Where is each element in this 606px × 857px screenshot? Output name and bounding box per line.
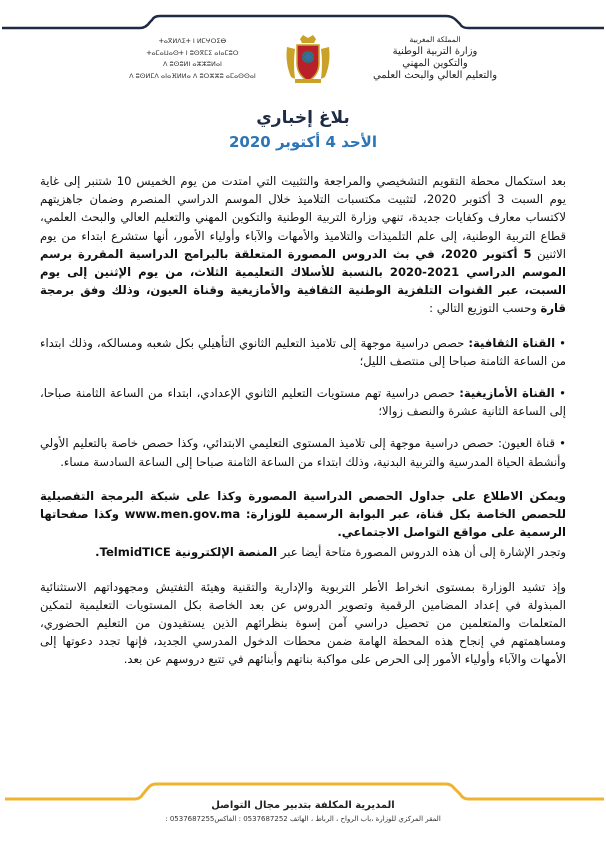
- channel-name: قناة العيون:: [497, 436, 556, 451]
- tifinagh-line-1: ⵜⴰⴳⵍⴷⵉⵜ ⵏ ⵍⵎⵖⵔⵉⴱ: [158, 37, 227, 45]
- ministry-name-arabic: [340, 34, 530, 82]
- closing-paragraph: وإذ تشيد الوزارة بمستوى انخراط الأطر التربوية والإدارية والتقنية وهيئة التفتيش ومجهوداتهم الاستثنائية المبذولة في إعداد المضامين الرقمية وتصوير الدروس عن بعد الخاصة بكل المستويات التعليمية لتمكين المتعلمات والمتعلمين من تحصيل دراسي آمن إسوة بنظرائهم الذين يستفيدون من التعليم الحضوري، ومساهمتهم في إنجاح هذه المحطة الهامة ضمن محطات الدخول المدرسي الجديد، فإنها تجدد دعوتها إلى الأمهات والآباء وأولياء الأمور إلى الحرص على مواكبة بناتهم وأبنائهم في تتبع دروسهم عن بعد.: [40, 579, 566, 667]
- header-line-2: وزارة التربية الوطنية: [392, 46, 478, 57]
- header-line: [2, 16, 604, 28]
- ministry-name-tifinagh: [110, 36, 275, 82]
- platform-paragraph: [40, 543, 566, 561]
- document-title: بلاغ إخباري: [256, 108, 350, 128]
- platform-name[interactable]: المنصة الإلكترونية TelmidTICE.: [95, 545, 278, 560]
- list-item: [40, 334, 566, 370]
- channel-description: حصص دراسية موجهة إلى تلاميذ التعليم الثانوي التأهيلي بكل شعبه ومسالكه، وذلك ابتداء من الساعة الثامنة صباحا إلى منتصف الليل؛: [40, 335, 566, 368]
- footer-department: المديرية المكلفة بتدبير مجال التواصل: [211, 800, 395, 811]
- coat-of-arms-icon: [283, 33, 333, 85]
- channel-name: القناة الأمازيغية:: [459, 386, 555, 401]
- channel-description: حصص دراسية تهم مستويات التعليم الثانوي الإعدادي، ابتداء من الساعة الثامنة صباحا، إلى الساعة الثانية عشرة والنصف زوالا؛: [40, 386, 566, 419]
- footer-address: المقر المركزي للوزارة ،باب الرواح ، الرباط ، الهاتف 0537687252 : الفاكس0537687255 :: [165, 815, 441, 823]
- header-line-4: والتعليم العالي والبحث العلمي: [372, 70, 498, 81]
- header-line-1: المملكة المغربية: [409, 35, 461, 44]
- tifinagh-line-4: ⴷ ⵓⵙⵍⵎⴷ ⴰⵏⴰⴼⵍⵍⴰ ⴷ ⵓⵔⵣⵣⵓ ⴰⵎⴰⵙⵙⴰⵏ: [129, 71, 256, 80]
- document-date: الأحد 4 أكتوبر 2020: [228, 133, 377, 151]
- intro-end-text: وحسب التوزيع التالي :: [429, 301, 541, 316]
- schedule-text: ويمكن الاطلاع على جداول الحصص الدراسية المصورة وكذا على شبكة البرمجة التفصيلية للحصص الخاصة بكل قناة، عبر البوابة الرسمية للوزارة: www.men.gov.ma وكذا صفحاتها الرسمية على مواقع التواصل الاجتماعي.: [40, 488, 566, 540]
- channel-description: حصص دراسية موجهة إلى تلاميذ المستوى التعليمي الابتدائي، وكذا حصص خاصة بالتعليم الأولي وأنشطة الحياة المدرسية والتربية البدنية، وذلك ابتداء من الساعة الثامنة صباحا إلى الساعة السادسة مساء.: [40, 436, 566, 469]
- channel-list: [40, 334, 566, 471]
- footer-line: [5, 784, 604, 799]
- header-line-3: والتكوين المهني: [402, 58, 468, 69]
- schedule-paragraph: [40, 487, 566, 542]
- intro-paragraph: [40, 172, 566, 318]
- platform-text: وتجدر الإشارة إلى أن هذه الدروس المصورة متاحة أيضا عبر: [277, 545, 566, 560]
- intro-text: بعد استكمال محطة التقويم التشخيصي والمراجعة والتثبيت التي امتدت من يوم الخميس 10 شتنبر إلى غاية يوم السبت 3 أكتوبر 2020، لتثبيت مكتسبات التلاميذ خلال الموسم الدراسي المنصرم وضمان جاهزيتهم لاكتساب معارف وكفايات جديدة، تنهي وزارة التربية الوطنية والتكوين المهني والتعليم العالي والبحث العلمي، قطاع التربية الوطنية، إلى علم التلميذات والتلاميذ والأمهات والآباء وأولياء الأمور، أنها ستشرع ابتداء من يوم الاثنين: [40, 174, 566, 261]
- list-item: [40, 434, 566, 470]
- tifinagh-line-2: ⵜⴰⵎⴰⵡⴰⵙⵜ ⵏ ⵓⵙⴳⵎⵉ ⴰⵏⴰⵎⵓⵔ: [146, 48, 239, 57]
- tifinagh-line-3: ⴷ ⵓⵙⵓⵍⵏ ⴰⵣⵣⵓⵍⴰⵏ: [163, 60, 222, 68]
- document-body: [40, 172, 566, 685]
- channel-name: القناة الثقافية:: [468, 335, 556, 350]
- list-item: [40, 384, 566, 420]
- intro-bold-text: 5 أكتوبر 2020، في بث الدروس المصورة المتعلقة بالبرامج الدراسية المقررة برسم الموسم الدراسي 2021-2020 بالنسبة للأسلاك التعليمية الثلاث، من يوم الإثنين إلى يوم السبت، عبر القنوات التلفزية الوطنية الثقافية والأمازيغية وقناة العيون، وذلك وفق برمجة قارة: [40, 246, 566, 316]
